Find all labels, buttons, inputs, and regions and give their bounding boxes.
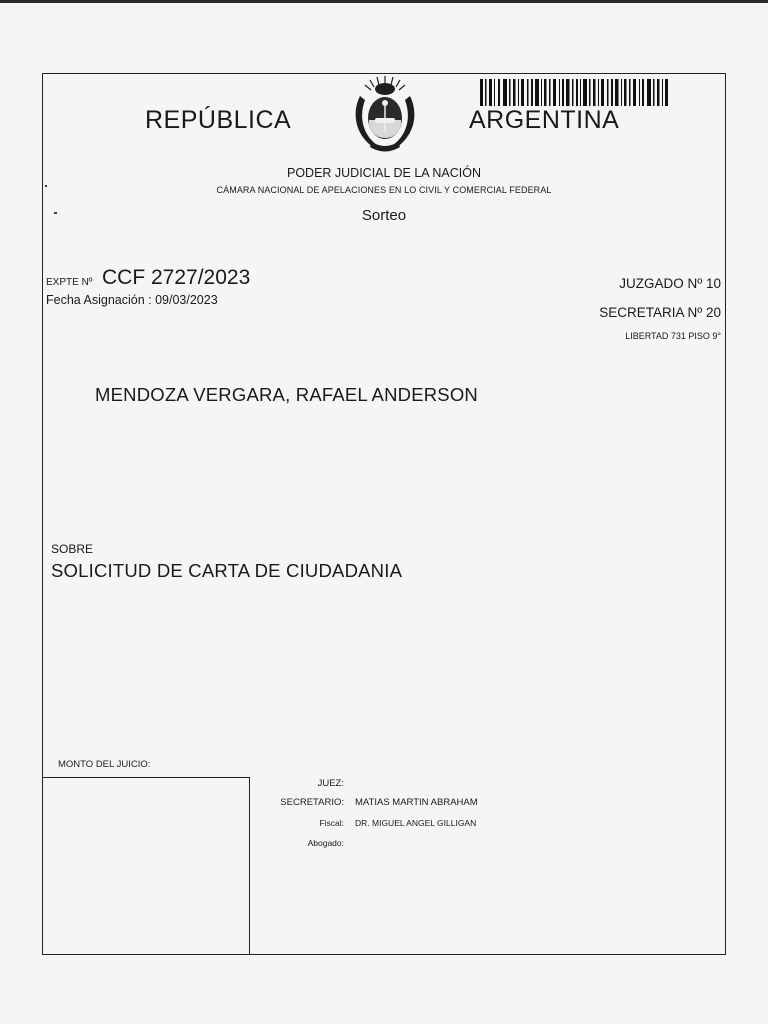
monto-box [42, 777, 250, 955]
argentina-coat-of-arms-icon [350, 74, 420, 156]
secretaria-number: SECRETARIA Nº 20 [599, 305, 721, 320]
fiscal-label: Fiscal: [319, 818, 344, 828]
juzgado-number: JUZGADO Nº 10 [619, 276, 721, 291]
fiscal-value: DR. MIGUEL ANGEL GILLIGAN [355, 818, 477, 828]
party-name: MENDOZA VERGARA, RAFAEL ANDERSON [95, 384, 478, 405]
expediente-label: EXPTE Nº [46, 277, 93, 288]
monto-label: MONTO DEL JUICIO: [58, 759, 151, 770]
expediente-number: CCF 2727/2023 [102, 266, 251, 289]
sorteo-label: Sorteo [361, 207, 407, 224]
poder-judicial-heading: PODER JUDICIAL DE LA NACIÓN [286, 166, 482, 180]
court-address: LIBERTAD 731 PISO 9° [625, 331, 721, 341]
title-argentina: ARGENTINA [469, 106, 620, 134]
sobre-label: SOBRE [51, 542, 94, 556]
camara-heading: CÁMARA NACIONAL DE APELACIONES EN LO CIVIL Y COMERCIAL FEDERAL [216, 185, 552, 195]
sobre-value: SOLICITUD DE CARTA DE CIUDADANIA [51, 560, 403, 581]
fecha-asignacion: Fecha Asignación : 09/03/2023 [46, 293, 218, 307]
barcode-icon [480, 79, 668, 106]
page-top-edge [0, 0, 768, 3]
abogado-label: Abogado: [307, 838, 344, 848]
title-republica: REPÚBLICA [145, 106, 292, 134]
secretario-value: MATIAS MARTIN ABRAHAM [355, 797, 478, 808]
secretario-label: SECRETARIO: [280, 797, 344, 808]
juez-label: JUEZ: [317, 778, 344, 789]
